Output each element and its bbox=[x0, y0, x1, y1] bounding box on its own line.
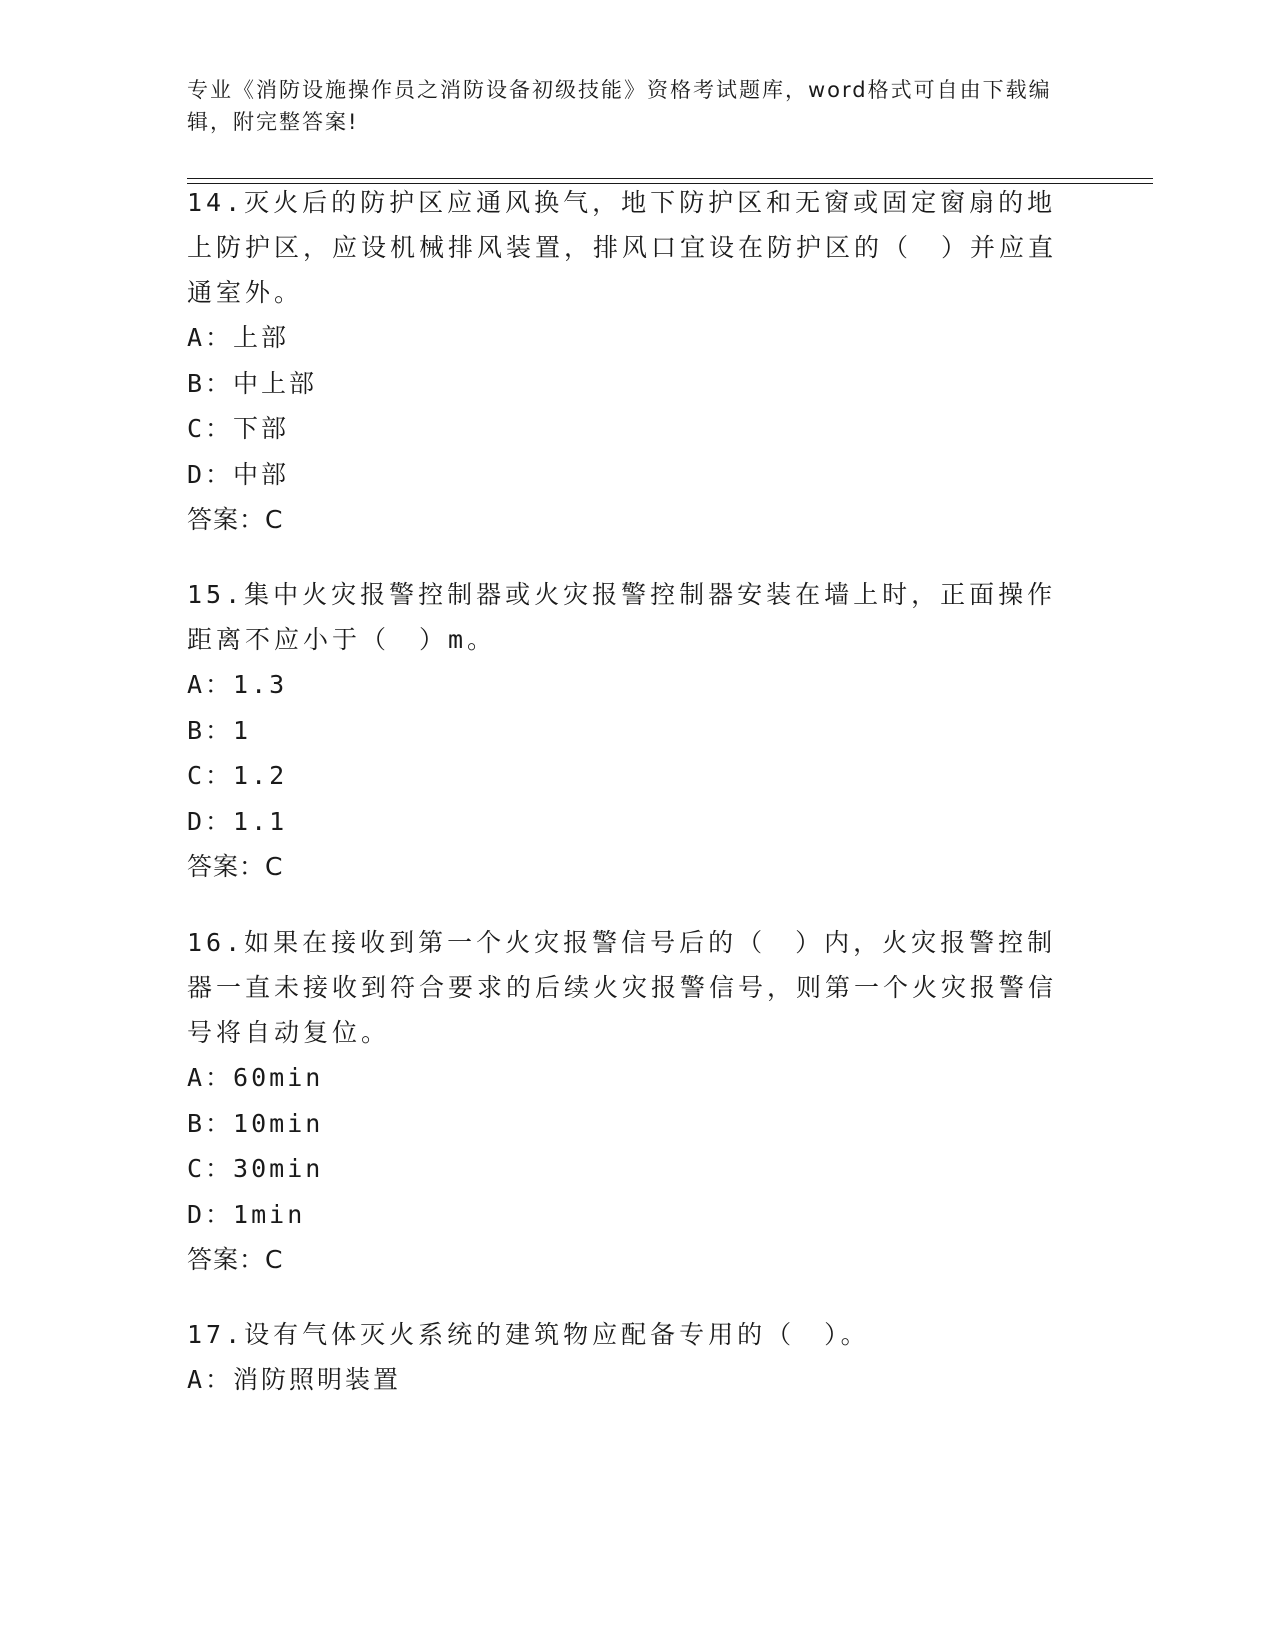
question-text: 16.如果在接收到第一个火灾报警信号后的（ ）内，火灾报警控制器一直未接收到符合要求的后续火灾报警信号，则第一个火灾报警信号将自动复位。 bbox=[187, 928, 1058, 1047]
question-17 bbox=[187, 1312, 1057, 1403]
answer: 答案：C bbox=[187, 505, 284, 534]
document-page bbox=[187, 0, 1153, 1650]
option-a: A：60min bbox=[187, 1063, 324, 1092]
option-c: C：1.2 bbox=[187, 761, 288, 790]
option-b: B：中上部 bbox=[187, 368, 318, 398]
option-d: D：1.1 bbox=[187, 806, 288, 836]
option-a: A：上部 bbox=[187, 323, 290, 352]
option-b: B：1 bbox=[187, 715, 252, 745]
option-c: C：下部 bbox=[187, 414, 290, 443]
option-d: D：1min bbox=[187, 1199, 306, 1229]
question-15 bbox=[187, 572, 1057, 890]
question-text: 15.集中火灾报警控制器或火灾报警控制器安装在墙上时，正面操作距离不应小于（ ）m。 bbox=[187, 580, 1057, 654]
question-text: 14.灭火后的防护区应通风换气，地下防护区和无窗或固定窗扇的地上防护区，应设机械排风装置，排风口宜设在防护区的（ ）并应直通室外。 bbox=[187, 188, 1058, 307]
question-text: 17.设有气体灭火系统的建筑物应配备专用的（ ）。 bbox=[187, 1320, 870, 1349]
answer: 答案：C bbox=[187, 1245, 284, 1274]
option-c: C：30min bbox=[187, 1154, 324, 1183]
answer: 答案：C bbox=[187, 852, 284, 881]
question-16 bbox=[187, 920, 1057, 1283]
option-a: A：1.3 bbox=[187, 670, 288, 699]
option-d: D：中部 bbox=[187, 459, 290, 489]
option-b: B：10min bbox=[187, 1108, 324, 1138]
question-14 bbox=[187, 180, 1057, 543]
option-a: A：消防照明装置 bbox=[187, 1365, 402, 1394]
document-header: 专业《消防设施操作员之消防设备初级技能》资格考试题库，word格式可自由下载编辑，附完整答案! bbox=[187, 78, 1052, 134]
